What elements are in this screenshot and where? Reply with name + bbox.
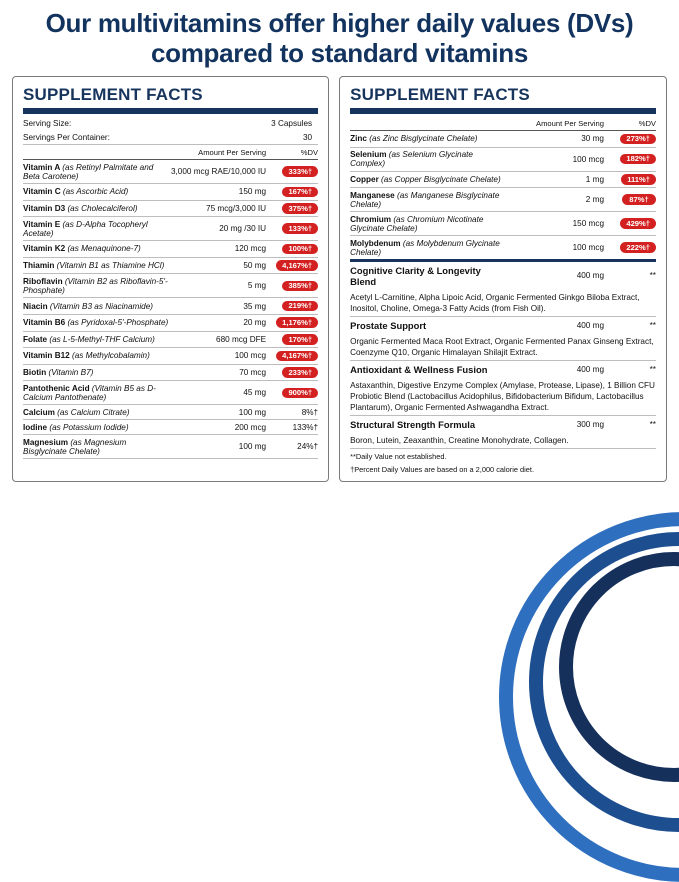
- nutrient-dv: 133%†: [272, 420, 318, 435]
- table-row: [350, 188, 656, 212]
- nutrient-amount: 20 mg: [171, 314, 272, 331]
- blend-dv: **: [649, 364, 656, 374]
- table-row: [23, 435, 318, 459]
- blend-dv: **: [649, 320, 656, 330]
- nutrient-source: (as Ascorbic Acid): [62, 187, 129, 197]
- nutrient-name: Niacin: [23, 301, 48, 311]
- nutrient-name: Vitamin K2: [23, 244, 66, 254]
- nutrient-amount: 3,000 mcg RAE/10,000 IU: [171, 160, 272, 184]
- dv-badge: 4,167%†: [276, 351, 318, 362]
- panel-title-right: SUPPLEMENT FACTS: [350, 85, 656, 114]
- nutrient-dv: [610, 171, 656, 188]
- nutrient-amount: 35 mg: [171, 298, 272, 315]
- nutrient-amount: 75 mcg/3,000 IU: [171, 200, 272, 217]
- blend-header-row: [350, 261, 656, 290]
- serving-size-row: [23, 116, 318, 130]
- nutrient-source: (as Selenium Glycinate Complex): [350, 150, 473, 169]
- nutrient-amount: 120 mcg: [171, 241, 272, 258]
- nutrient-dv: [272, 348, 318, 365]
- nutrient-amount: 45 mg: [171, 381, 272, 405]
- blend-name: Cognitive Clarity & Longevity Blend: [350, 264, 481, 287]
- nutrient-dv: [272, 364, 318, 381]
- dv-badge: 87%†: [622, 194, 656, 205]
- nutrient-source: (Vitamin B2 as Riboflavin-5'-Phosphate): [23, 276, 168, 295]
- nutrient-amount: 1 mg: [509, 171, 610, 188]
- nutrient-source: (as Chromium Nicotinate Glycinate Chelate): [350, 214, 484, 233]
- nutrient-source: (as Zinc Bisglycinate Chelate): [369, 134, 478, 144]
- serving-size-label: Serving Size:: [23, 118, 72, 128]
- blend-name: Structural Strength Formula: [350, 418, 476, 430]
- nutrient-name: Vitamin E: [23, 219, 61, 229]
- column-header-dv-left: %DV: [272, 145, 318, 160]
- blend-header-row: [350, 317, 656, 334]
- table-row: [350, 171, 656, 188]
- nutrient-source: (as Menaquinone-7): [67, 244, 141, 254]
- dv-badge: 900%†: [282, 388, 318, 399]
- dv-badge: 233%†: [282, 367, 318, 378]
- table-row: [350, 131, 656, 148]
- dv-badge: 333%†: [282, 166, 318, 177]
- blend-dv: **: [649, 419, 656, 429]
- nutrient-name: Vitamin A: [23, 162, 61, 172]
- nutrient-amount: 100 mg: [171, 405, 272, 420]
- blend-amount: 400 mg: [576, 320, 604, 330]
- blend-desc-row: [350, 289, 656, 317]
- blend-description: Organic Fermented Maca Root Extract, Organic Fermented Panax Ginseng Extract, Coenzyme Q10, Organic Himalayan Shilajit Extract.: [350, 333, 656, 361]
- nutrient-dv: [610, 236, 656, 261]
- nutrient-source: (as Retinyl Palmitate and Beta Carotene): [23, 162, 154, 181]
- nutrient-amount: 200 mcg: [171, 420, 272, 435]
- dv-badge: 111%†: [621, 174, 656, 185]
- blend-header-row: [350, 416, 656, 433]
- blend-description: Boron, Lutein, Zeaxanthin, Creatine Monohydrate, Collagen.: [350, 432, 656, 449]
- nutrient-amount: 5 mg: [171, 274, 272, 298]
- column-header-row-left: [23, 145, 318, 160]
- dv-badge: 273%†: [620, 134, 656, 145]
- nutrient-amount: 20 mg /30 IU: [171, 217, 272, 241]
- supplement-facts-table-right: [350, 116, 656, 449]
- blend-desc-row: [350, 333, 656, 361]
- blend-dv: **: [649, 271, 656, 281]
- dv-badge: 219%†: [282, 301, 318, 312]
- nutrient-source: (as Pyridoxal-5'-Phosphate): [67, 318, 169, 328]
- nutrient-source: (as Calcium Citrate): [57, 407, 130, 417]
- blend-header-row: [350, 361, 656, 378]
- blend-amount: 400 mg: [576, 364, 604, 374]
- nutrient-name: Chromium: [350, 214, 392, 224]
- nutrient-dv: [272, 298, 318, 315]
- serving-size-value: 3 Capsules: [271, 118, 313, 128]
- dv-badge: 167%†: [282, 187, 318, 198]
- dv-badge: 429%†: [620, 218, 656, 229]
- page-title: Our multivitamins offer higher daily values (DVs) compared to standard vitamins: [45, 8, 634, 68]
- table-row: [23, 314, 318, 331]
- table-row: [23, 217, 318, 241]
- nutrient-amount: 150 mg: [171, 184, 272, 201]
- table-row: [23, 257, 318, 274]
- nutrient-dv: 24%†: [272, 435, 318, 459]
- nutrient-source: (as Cholecalciferol): [67, 203, 138, 213]
- dv-badge: 4,167%†: [276, 260, 318, 271]
- nutrient-dv: [272, 274, 318, 298]
- table-row: [23, 200, 318, 217]
- footnote-dv-not-established: **Daily Value not established.: [350, 452, 447, 462]
- blend-desc-row: [350, 432, 656, 449]
- dv-badge: 222%†: [620, 242, 656, 253]
- blend-amount: 300 mg: [576, 419, 604, 429]
- nutrient-name: Zinc: [350, 134, 367, 144]
- nutrient-dv: [272, 381, 318, 405]
- nutrient-source: (as D-Alpha Tocopheryl Acetate): [23, 219, 148, 238]
- table-row: [23, 364, 318, 381]
- dv-badge: 182%†: [620, 154, 656, 165]
- nutrient-dv: [272, 331, 318, 348]
- nutrient-source: (as Molybdenum Glycinate Chelate): [350, 238, 500, 257]
- column-header-amount-right: Amount Per Serving: [509, 116, 610, 131]
- table-row: [23, 420, 318, 435]
- nutrient-dv: 8%†: [272, 405, 318, 420]
- dv-badge: 1,176%†: [276, 317, 318, 328]
- blend-name: Antioxidant & Wellness Fusion: [350, 363, 488, 375]
- nutrient-source: (Vitamin B1 as Thiamine HCl): [56, 261, 165, 271]
- nutrient-amount: 680 mcg DFE: [171, 331, 272, 348]
- nutrient-amount: 100 mcg: [509, 147, 610, 171]
- table-row: [23, 405, 318, 420]
- nutrient-source: (as Manganese Bisglycinate Chelate): [350, 190, 500, 209]
- panel-title-left: SUPPLEMENT FACTS: [23, 85, 318, 114]
- nutrient-name: Iodine: [23, 422, 48, 432]
- blend-description: Acetyl L-Carnitine, Alpha Lipoic Acid, Organic Fermented Ginkgo Biloba Extract, Inositol, Choline, Omega-3 Fatty Acids (from Fish Oil).: [350, 289, 656, 317]
- dv-badge: 133%†: [282, 223, 318, 234]
- dv-badge: 100%†: [282, 244, 318, 255]
- nutrient-dv: [272, 241, 318, 258]
- nutrient-amount: 2 mg: [509, 188, 610, 212]
- nutrient-dv: [610, 131, 656, 148]
- servings-per-container-row: [23, 130, 318, 145]
- nutrient-dv: [272, 160, 318, 184]
- nutrient-name: Folate: [23, 334, 48, 344]
- supplement-facts-panels: [0, 76, 679, 482]
- dv-badge: 385%†: [282, 281, 318, 292]
- table-row: [23, 241, 318, 258]
- nutrient-name: Manganese: [350, 190, 395, 200]
- blend-name: Prostate Support: [350, 319, 427, 331]
- nutrient-name: Vitamin C: [23, 187, 61, 197]
- column-header-amount-left: Amount Per Serving: [171, 145, 272, 160]
- nutrient-dv: [272, 314, 318, 331]
- nutrient-name: Vitamin D3: [23, 203, 66, 213]
- supplement-facts-panel-right: [339, 76, 667, 482]
- nutrient-dv: [610, 212, 656, 236]
- nutrient-name: Vitamin B12: [23, 351, 70, 361]
- nutrient-name: Riboflavin: [23, 276, 63, 286]
- table-row: [23, 331, 318, 348]
- nutrient-source: (as L-5-Methyl-THF Calcium): [49, 334, 155, 344]
- table-row: [350, 147, 656, 171]
- nutrient-name: Pantothenic Acid: [23, 383, 90, 393]
- nutrient-amount: 100 mg: [171, 435, 272, 459]
- nutrient-amount: 70 mcg: [171, 364, 272, 381]
- blend-desc-row: [350, 377, 656, 416]
- nutrient-dv: [610, 188, 656, 212]
- dv-badge: 375%†: [282, 203, 318, 214]
- nutrient-name: Vitamin B6: [23, 318, 66, 328]
- column-header-dv-right: %DV: [610, 116, 656, 131]
- supplement-facts-table-left: [23, 116, 318, 459]
- table-row: [23, 381, 318, 405]
- table-row: [23, 348, 318, 365]
- nutrient-dv: [272, 217, 318, 241]
- nutrient-source: (Vitamin B5 as D-Calcium Pantothenate): [23, 383, 156, 402]
- nutrient-dv: [272, 184, 318, 201]
- nutrient-source: (as Magnesium Bisglycinate Chelate): [23, 437, 127, 456]
- nutrient-name: Biotin: [23, 368, 47, 378]
- nutrient-amount: 30 mg: [509, 131, 610, 148]
- dv-badge: 170%†: [282, 334, 318, 345]
- column-header-row-right: [350, 116, 656, 131]
- blend-amount: 400 mg: [576, 271, 604, 281]
- nutrient-amount: 100 mcg: [509, 236, 610, 261]
- servings-value: 30: [171, 130, 318, 145]
- supplement-facts-panel-left: [12, 76, 329, 482]
- table-row: [350, 212, 656, 236]
- nutrient-source: (as Copper Bisglycinate Chelate): [381, 174, 501, 184]
- nutrient-name: Calcium: [23, 407, 55, 417]
- nutrient-dv: [272, 200, 318, 217]
- footnote-percent-dv: †Percent Daily Values are based on a 2,000 calorie diet.: [350, 465, 535, 475]
- table-row: [23, 274, 318, 298]
- nutrient-name: Selenium: [350, 150, 387, 160]
- table-row: [350, 236, 656, 261]
- nutrient-amount: 50 mg: [171, 257, 272, 274]
- nutrient-name: Copper: [350, 174, 379, 184]
- servings-label: Servings Per Container:: [23, 130, 171, 145]
- nutrient-amount: 100 mcg: [171, 348, 272, 365]
- nutrient-source: (as Potassium Iodide): [49, 422, 129, 432]
- nutrient-source: (Vitamin B7): [48, 368, 94, 378]
- nutrient-amount: 150 mcg: [509, 212, 610, 236]
- table-row: [23, 298, 318, 315]
- nutrient-source: (Vitamin B3 as Niacinamide): [49, 301, 154, 311]
- nutrient-name: Molybdenum: [350, 238, 401, 248]
- nutrient-dv: [272, 257, 318, 274]
- table-row: [23, 184, 318, 201]
- table-row: [23, 160, 318, 184]
- nutrient-name: Thiamin: [23, 261, 55, 271]
- blend-description: Astaxanthin, Digestive Enzyme Complex (Amylase, Protease, Lipase), 1 Billion CFU Probiotic Blend (Lactobacillus Acidophilus, Bifidobacterium Bifidum, Lactobacillus Plantarum), Organic Fermented Ashwagandha Extract.: [350, 377, 656, 416]
- nutrient-source: (as Methylcobalamin): [72, 351, 150, 361]
- nutrient-dv: [610, 147, 656, 171]
- nutrient-name: Magnesium: [23, 437, 69, 447]
